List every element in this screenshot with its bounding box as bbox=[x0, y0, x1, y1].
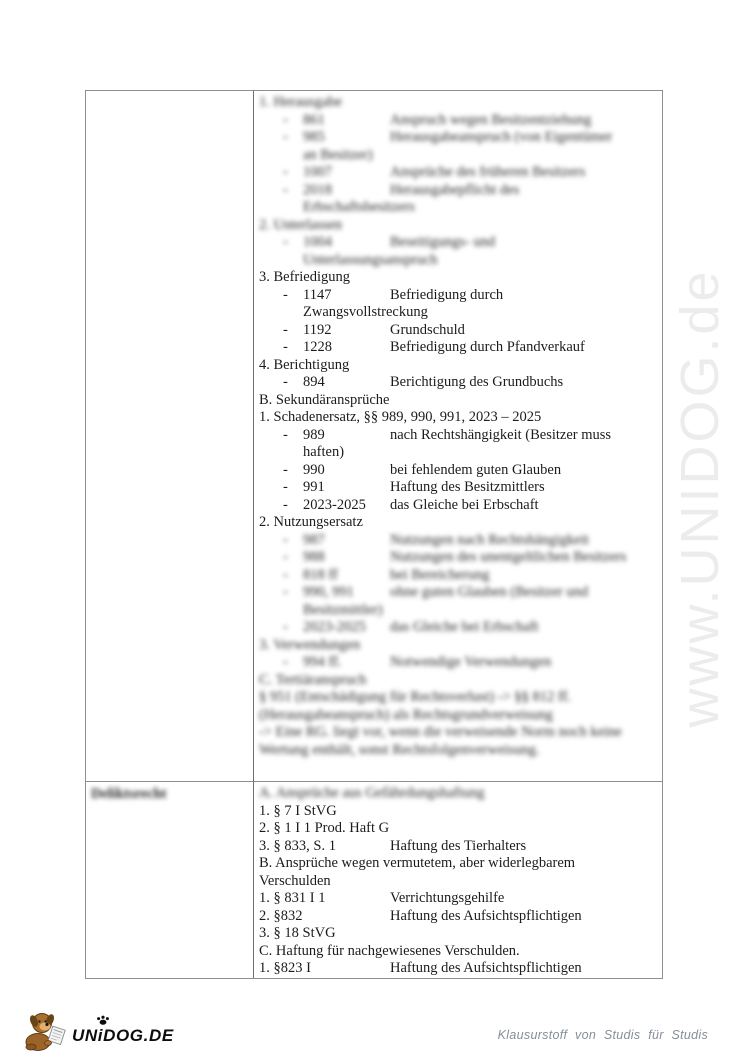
statute-number: 1007 bbox=[303, 164, 332, 180]
numbered-item bbox=[259, 112, 658, 130]
statute-number: 1192 bbox=[303, 321, 332, 338]
item-description: Befriedigung durch bbox=[390, 286, 504, 303]
item-description: Ansprüche des früheren Besitzers bbox=[390, 164, 586, 180]
statute-number: 988 bbox=[303, 549, 325, 565]
unidog-logo bbox=[24, 1006, 174, 1052]
item-description: das Gleiche bei Erbschaft bbox=[390, 496, 539, 513]
item-description: Berichtigung des Grundbuchs bbox=[390, 374, 564, 390]
item-label: 1. §823 I bbox=[259, 960, 311, 976]
dash-bullet: - bbox=[283, 479, 288, 495]
text-line: 3. § 18 StVG bbox=[259, 925, 336, 941]
paw-print-icon bbox=[96, 1014, 110, 1026]
statute-number: 894 bbox=[303, 374, 325, 390]
numbered-item bbox=[259, 374, 658, 392]
statute-number: 2023-2025 bbox=[303, 496, 366, 513]
numbered-item bbox=[259, 182, 658, 200]
item-label: 1. § 831 I 1 bbox=[259, 890, 326, 906]
dash-bullet: - bbox=[283, 654, 288, 670]
text-line: 3. Befriedigung bbox=[259, 269, 351, 285]
dash-bullet: - bbox=[283, 566, 288, 583]
logo-text-dogde: DOG.DE bbox=[103, 1026, 174, 1045]
dash-bullet: - bbox=[283, 339, 288, 355]
text-line: A. Ansprüche aus Gefährdungshaftung bbox=[259, 785, 485, 801]
item-description: bei fehlendem guten Glauben bbox=[390, 461, 562, 478]
item-description: nach Rechtshängigkeit (Besitzer muss bbox=[390, 426, 612, 443]
statute-number: 1228 bbox=[303, 339, 332, 355]
logo-text bbox=[72, 1026, 174, 1046]
dash-bullet: - bbox=[283, 234, 288, 250]
row-label-deliktsrecht: Deliktsrecht bbox=[91, 786, 167, 802]
statute-number: 987 bbox=[303, 531, 325, 548]
text-line: -> Eine RG. liegt vor, wenn die verweisende Norm noch keine bbox=[259, 724, 622, 740]
item-description: Befriedigung durch Pfandverkauf bbox=[390, 339, 585, 355]
statute-number: 2023-2025 bbox=[303, 619, 366, 635]
numbered-item bbox=[259, 164, 658, 182]
text-line: C. Tertiäranspruch bbox=[259, 671, 367, 688]
dash-bullet: - bbox=[283, 531, 288, 548]
text-line: 1. Schadenersatz, §§ 989, 990, 991, 2023 – 2025 bbox=[259, 409, 542, 425]
labeled-item bbox=[259, 890, 658, 908]
dash-bullet: - bbox=[283, 181, 288, 198]
dash-bullet: - bbox=[283, 461, 288, 478]
numbered-item bbox=[259, 619, 658, 637]
statute-number: 1147 bbox=[303, 286, 332, 303]
item-description: Grundschuld bbox=[390, 321, 465, 338]
item-description: Herausgabeanspruch (von Eigentümer bbox=[390, 129, 613, 145]
numbered-item bbox=[259, 479, 658, 497]
table-cell-left-row1 bbox=[86, 91, 254, 782]
item-description: Haftung des Aufsichtspflichtigen bbox=[390, 960, 582, 976]
numbered-item bbox=[259, 322, 658, 340]
dash-bullet: - bbox=[283, 129, 288, 145]
text-line: § 951 (Entschädigung für Rechtsverlust) -> §§ 812 ff. bbox=[259, 689, 571, 705]
dash-bullet: - bbox=[283, 164, 288, 180]
text-line: 4. Berichtigung bbox=[259, 356, 350, 373]
dash-bullet: - bbox=[283, 496, 288, 513]
dash-bullet: - bbox=[283, 321, 288, 338]
statute-number: 985 bbox=[303, 129, 325, 145]
statute-number: 994 ff. bbox=[303, 654, 342, 670]
text-line: 3. Verwendungen bbox=[259, 636, 361, 653]
item-description: das Gleiche bei Erbschaft bbox=[390, 619, 539, 635]
numbered-item bbox=[259, 462, 658, 480]
dash-bullet: - bbox=[283, 426, 288, 443]
numbered-item bbox=[259, 549, 658, 567]
text-line: B. Ansprüche wegen vermutetem, aber widerlegbarem bbox=[259, 855, 576, 871]
continuation-line: Unterlassungsanspruch bbox=[303, 251, 438, 268]
numbered-item bbox=[259, 497, 658, 515]
dash-bullet: - bbox=[283, 584, 288, 600]
numbered-item bbox=[259, 287, 658, 305]
text-line: (Herausgabeanspruch) als Rechtsgrundverweisung bbox=[259, 706, 553, 723]
numbered-item bbox=[259, 339, 658, 357]
item-label: 2. §832 bbox=[259, 907, 303, 924]
watermark: www.UNIDOG.de bbox=[670, 268, 730, 728]
item-description: Anspruch wegen Besitzentziehung bbox=[390, 111, 592, 128]
statute-number: 1004 bbox=[303, 234, 332, 250]
statute-number: 818 ff bbox=[303, 566, 338, 583]
blurred-block-herausgabe bbox=[259, 94, 658, 269]
item-description: Herausgabepflicht des bbox=[390, 181, 520, 198]
dash-bullet: - bbox=[283, 619, 288, 635]
item-description: Haftung des Tierhalters bbox=[390, 837, 527, 854]
text-line: 2. § 1 I 1 Prod. Haft G bbox=[259, 820, 390, 836]
statute-number: 990, 991 bbox=[303, 584, 354, 600]
text-line: C. Haftung für nachgewiesenes Verschulden. bbox=[259, 942, 520, 959]
numbered-item bbox=[259, 427, 658, 445]
item-description: bei Bereicherung bbox=[390, 566, 490, 583]
footer-tagline: Klausurstoff von Studis für Studis bbox=[497, 1028, 708, 1042]
item-description: ohne guten Glauben (Besitzer und bbox=[390, 584, 589, 600]
numbered-item bbox=[259, 654, 658, 672]
numbered-item bbox=[259, 567, 658, 585]
labeled-item bbox=[259, 960, 658, 978]
blurred-block-nutzungsersatz bbox=[259, 532, 658, 760]
statute-number: 861 bbox=[303, 111, 325, 128]
text-line: 2. Nutzungsersatz bbox=[259, 514, 363, 530]
text-line: B. Sekundäransprüche bbox=[259, 391, 390, 408]
dash-bullet: - bbox=[283, 286, 288, 303]
text-line: Wertung enthält, sonst Rechtsfolgenverweisung. bbox=[259, 741, 540, 758]
dash-bullet: - bbox=[283, 111, 288, 128]
labeled-item bbox=[259, 838, 658, 856]
blurred-block-gefaehrdungshaftung bbox=[259, 785, 658, 803]
dash-bullet: - bbox=[283, 374, 288, 390]
item-description: Verrichtungsgehilfe bbox=[390, 890, 505, 906]
text-line: 1. § 7 I StVG bbox=[259, 802, 337, 819]
dash-bullet: - bbox=[283, 549, 288, 565]
numbered-item bbox=[259, 584, 658, 602]
item-label: 3. § 833, S. 1 bbox=[259, 837, 336, 854]
continuation-line: Besitzmittler) bbox=[303, 601, 383, 618]
item-description: Beseitigungs- und bbox=[390, 234, 496, 250]
statute-number: 990 bbox=[303, 461, 325, 478]
item-description: Nutzungen des unentgeltlichen Besitzers bbox=[390, 549, 627, 565]
item-description: Nutzungen nach Rechtshängigkeit bbox=[390, 531, 589, 548]
continuation-line: haften) bbox=[303, 444, 345, 460]
dog-mascot-icon bbox=[24, 1010, 68, 1052]
statute-number: 2018 bbox=[303, 181, 332, 198]
text-line: 2. Unterlassen bbox=[259, 216, 342, 233]
numbered-item bbox=[259, 532, 658, 550]
table-cell-content-row2 bbox=[254, 782, 662, 978]
statute-number: 989 bbox=[303, 426, 325, 443]
clear-block-befriedigung bbox=[259, 269, 658, 532]
table-cell-left-row2 bbox=[86, 782, 254, 978]
item-description: Haftung des Besitzmittlers bbox=[390, 479, 545, 495]
logo-text-i: i bbox=[97, 1026, 104, 1045]
logo-text-un: UN bbox=[72, 1026, 98, 1045]
item-description: Notwendige Verwendungen bbox=[390, 654, 552, 670]
continuation-line: Zwangsvollstreckung bbox=[303, 304, 428, 320]
content-table bbox=[85, 90, 663, 979]
table-cell-content-row1 bbox=[254, 91, 662, 782]
numbered-item bbox=[259, 129, 658, 147]
clear-block-deliktsrecht bbox=[259, 803, 658, 978]
statute-number: 991 bbox=[303, 479, 325, 495]
numbered-item bbox=[259, 234, 658, 252]
text-line: Verschulden bbox=[259, 872, 331, 889]
item-description: Haftung des Aufsichtspflichtigen bbox=[390, 907, 582, 924]
text-line: 1. Herausgabe bbox=[259, 94, 342, 110]
page-footer bbox=[0, 1000, 750, 1059]
labeled-item bbox=[259, 908, 658, 926]
continuation-line: an Besitzer) bbox=[303, 146, 373, 163]
continuation-line: Erbschaftsbesitzers bbox=[303, 199, 415, 215]
